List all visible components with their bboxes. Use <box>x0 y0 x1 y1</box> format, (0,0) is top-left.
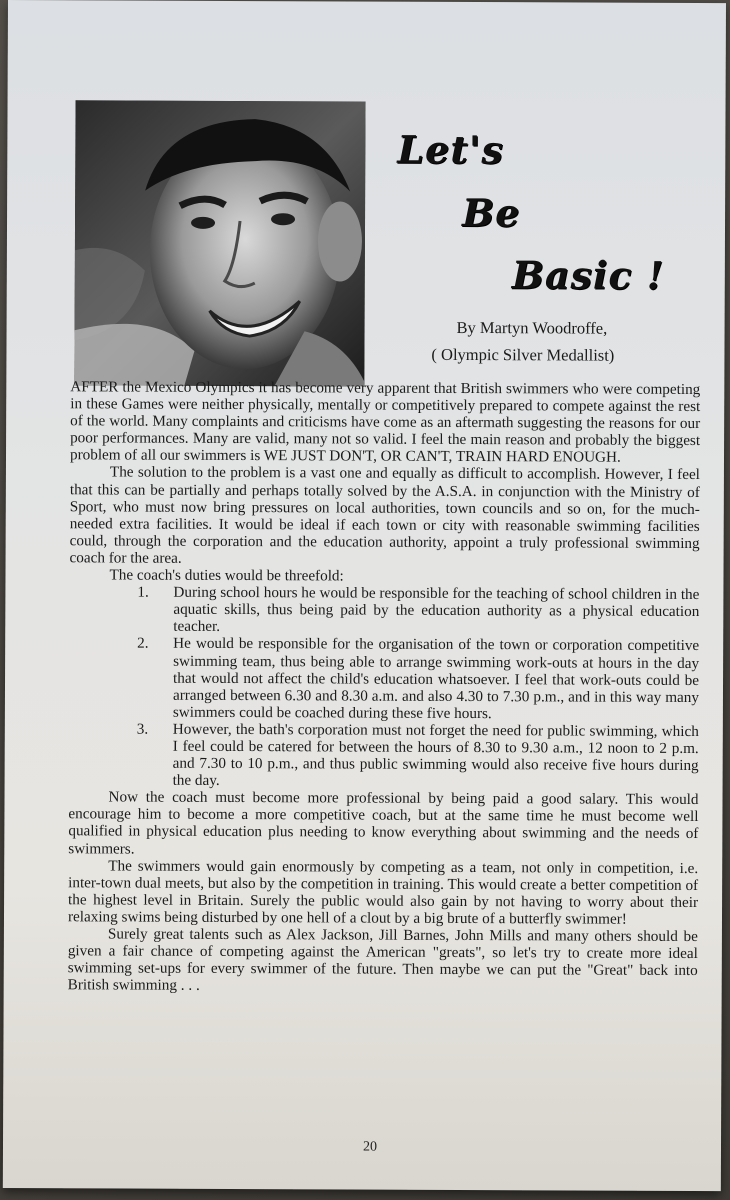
list-item <box>69 635 699 723</box>
list-item <box>69 720 699 791</box>
list-number: 3. <box>136 720 149 738</box>
list-number: 1. <box>137 583 149 601</box>
paragraph-salary: Now the coach must become more professional by being paid a good salary. This would encourage him to become a more competitive coach, but at the same time he must become well qualified in physical education plus needing to know everything about swimming and the needs of swimmers. <box>68 788 699 858</box>
list-number: 2. <box>137 634 149 653</box>
list-item <box>69 583 699 637</box>
paragraph-intro: AFTER the Mexico Olympics it has become very apparent that British swimmers who were competing in these Games were neither physically, mentally or competitively prepared to compete against the rest of the world. Many complaints and criticisms have come as an aftermath suggesting the reasons for our poor performances. Many are valid, many not so valid. I feel the main reason and probably the biggest problem of all our swimmers is WE JUST DON'T, OR CAN'T, TRAIN HARD ENOUGH. <box>69 378 701 467</box>
list-text: During school hours he would be responsible for the teaching of school children in the aquatic skills, thus being paid by the education authority as a physical education teacher. <box>173 583 700 636</box>
article-body <box>68 378 701 996</box>
paragraph-solution: The solution to the problem is a vast one and equally as difficult to accomplish. However, I feel that this can be partially and perhaps totally solved by the A.S.A. in conjunction with the Ministry of Sport, who must now bring pressures on local authorities, town councils and so on, for the much-needed extra facilities. It would be ideal if each town or city with reasonable swimming facilities could, through the corporation and the education authority, appoint a truly professional swimming coach for the area. <box>69 463 700 567</box>
duties-list <box>69 583 700 791</box>
title-line-3: Basic ! <box>511 252 665 298</box>
page-number: 20 <box>362 1139 378 1155</box>
magazine-page <box>3 0 726 1191</box>
list-text: However, the bath's corporation must not forget the need for public swimming, which I feel could be catered for between the hours of 8.30 to 9.30 a.m., 12 noon to 2 p.m. and 7.30 to 10 p.m., and thus public swimming would also receive five hours during the day. <box>172 720 699 790</box>
title-line-2: Be <box>461 189 521 236</box>
author-byline: By Martyn Woodroffe, <box>456 317 608 338</box>
paragraph-team: The swimmers would gain enormously by competing as a team, not only in competition, i.e. inter-town dual meets, but also by the competition in training. This would create a better competition of the highest level in Britain. Surely the public would also gain by not having to worry about their relaxing swims being disturbed by one hell of a clout by a big brute of a butterfly swimmer! <box>67 857 699 928</box>
list-text: He would be responsible for the organisation of the town or corporation competitive swimming team, thus being able to arrange swimming work-outs at hours in the day that would not affect the child's education whatsoever. I feel that work-outs could be arranged between 6.30 and 8.30 a.m. and also 4.30 to 7.30 p.m., and in this way many swimmers could be coached during these five hours. <box>172 635 700 722</box>
paragraph-duties-intro: The coach's duties would be threefold: <box>109 566 344 585</box>
title-line-1: Let's <box>397 126 504 173</box>
author-credit: ( Olympic Silver Medallist) <box>431 344 615 365</box>
swimmer-portrait <box>74 100 365 386</box>
paragraph-conclusion: Surely great talents such as Alex Jackson, Jill Barnes, John Mills and many others should be given a fair chance of competing against the American "greats", so let's try to create more ideal swimming set-ups for every swimmer of the future. Then maybe we can put the "Great" back into British swimming . . . <box>67 925 698 995</box>
